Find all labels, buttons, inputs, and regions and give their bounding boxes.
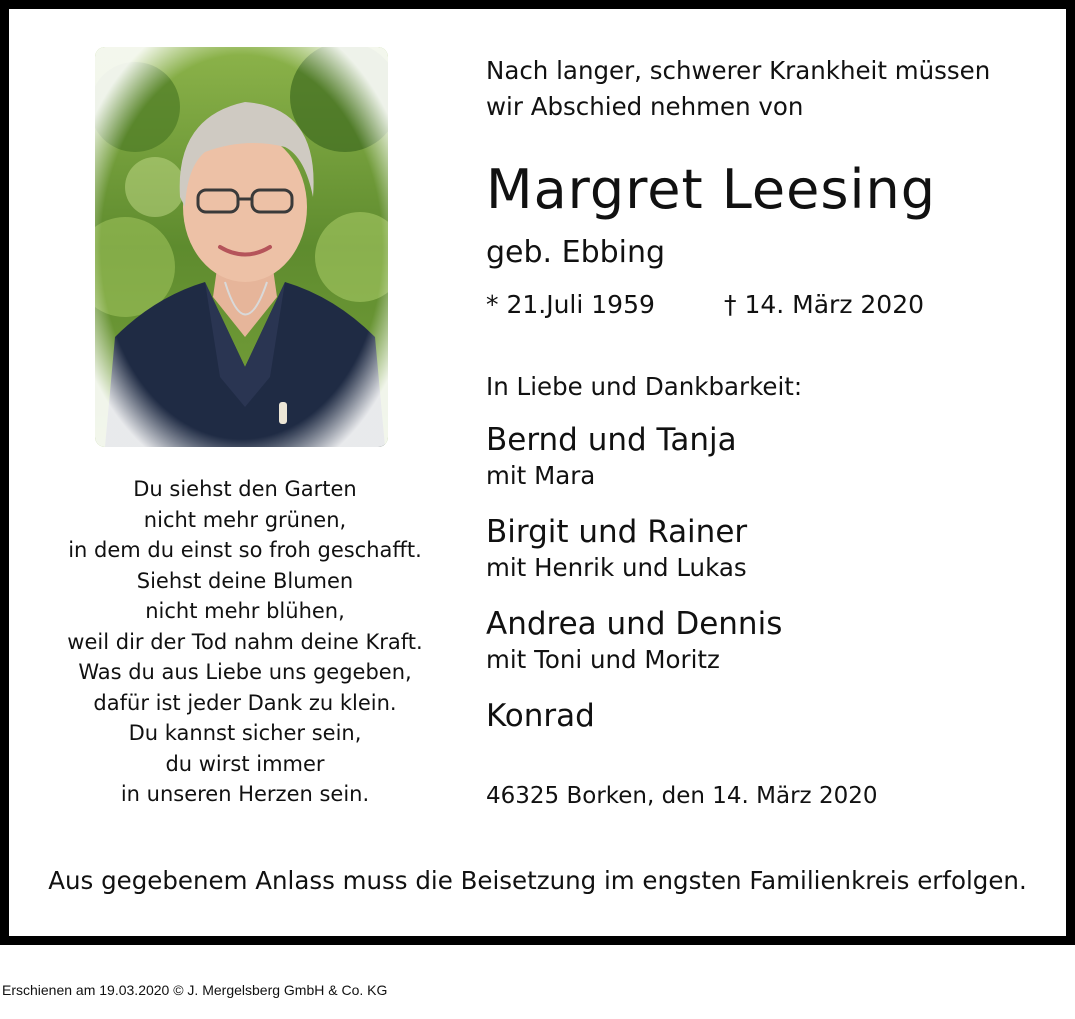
publication-footer: Erschienen am 19.03.2020 © J. Mergelsberg GmbH & Co. KG <box>2 982 388 998</box>
life-dates <box>486 290 925 319</box>
poem-line: nicht mehr blühen, <box>145 599 345 623</box>
intro-line: wir Abschied nehmen von <box>486 92 804 121</box>
funeral-note: Aus gegebenem Anlass muss die Beisetzung im engsten Familienkreis erfolgen. <box>48 866 1027 895</box>
poem-line: dafür ist jeder Dank zu klein. <box>93 690 397 715</box>
thanks-line: In Liebe und Dankbarkeit: <box>486 372 803 401</box>
poem-line: du wirst immer <box>165 751 325 776</box>
family-member-name: Konrad <box>486 698 595 734</box>
place-date: 46325 Borken, den 14. März 2020 <box>486 783 878 809</box>
family-member-name: Andrea und Dennis <box>486 606 783 642</box>
intro-text <box>486 53 990 125</box>
death-date: † 14. März 2020 <box>724 290 925 319</box>
deceased-name: Margret Leesing <box>486 158 937 221</box>
family-member-sub: mit Toni und Moritz <box>486 645 720 674</box>
poem-line: nicht mehr grünen, <box>143 507 347 532</box>
family-member-sub: mit Henrik und Lukas <box>486 553 747 582</box>
family-member-name: Bernd und Tanja <box>486 422 737 458</box>
poem-line: Du kannst sicher sein, <box>128 721 362 745</box>
birth-date: * 21.Juli 1959 <box>486 290 655 319</box>
family-list <box>486 420 782 736</box>
poem-line: weil dir der Tod nahm deine Kraft. <box>67 629 423 654</box>
portrait-photo <box>95 47 388 447</box>
poem-line: Siehst deine Blumen <box>136 568 354 593</box>
family-member-sub: mit Mara <box>486 461 596 490</box>
poem-line: Was du aus Liebe uns gegeben, <box>78 660 412 684</box>
poem <box>40 474 450 810</box>
family-member-name: Birgit und Rainer <box>486 514 748 550</box>
poem-line: in dem du einst so froh geschafft. <box>68 538 422 562</box>
poem-line: in unseren Herzen sein. <box>120 782 370 806</box>
birth-name: geb. Ebbing <box>486 235 666 270</box>
poem-line: Du siehst den Garten <box>133 477 357 501</box>
intro-line: Nach langer, schwerer Krankheit müssen <box>486 56 991 85</box>
